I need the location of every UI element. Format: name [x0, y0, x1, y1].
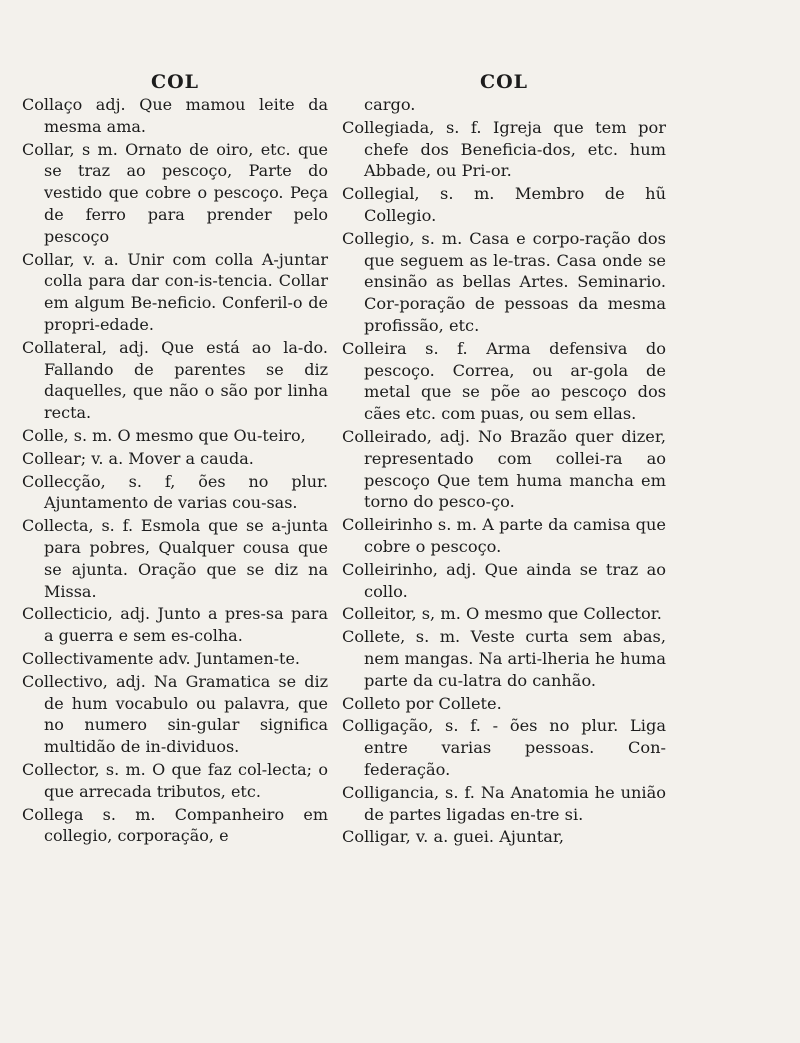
right-entry-list [342, 94, 666, 848]
entry-collector: Collector, s. m. O que faz col-lecta; o que arrecada tributos, etc. [22, 759, 328, 801]
entry-colligacao: Colligação, s. f. - ões no plur. Liga entre varias pessoas. Con-federação. [342, 716, 666, 779]
entry-colleirinho-noun: Colleirinho s. m. A parte da camisa que cobre o pescoço. [342, 515, 666, 556]
entry-collectivamente: Collectivamente adv. Juntamen-te. [22, 648, 301, 668]
entry-colleira: Colleira s. f. Arma defensiva do pescoço. Correa, ou ar-gola de metal que se põe ao pescoço dos cães etc. com puas, ou sem ellas. [342, 338, 666, 424]
entry-colle: Colle, s. m. O mesmo que Ou-teiro, [22, 425, 306, 445]
entry-colligar: Colligar, v. a. guei. Ajuntar, [342, 827, 565, 847]
entry-collar-noun: Collar, s m. Ornato de oiro, etc. que se traz ao pescoço, Parte do vestido que cobre o pescoço. Peça de ferro para prender pelo pescoço [22, 139, 328, 246]
entry-continuation: cargo. [364, 95, 416, 114]
entry-colligancia: Colligancia, s. f. Na Anatomia he união de partes ligadas en-tre si. [342, 782, 666, 824]
left-entry-list [22, 94, 328, 847]
left-column-header: COL [150, 71, 200, 93]
entry-colleccao: Collecção, s. f, ões no plur. Ajuntamento de varias cou-sas. [22, 471, 328, 513]
entry-collectivo: Collectivo, adj. Na Gramatica se diz de hum vocabulo ou palavra, que no numero sin-gular significa multidão de in-dividuos. [22, 671, 328, 757]
entry-collaco: Collaço adj. Que mamou leite da mesma ama. [22, 95, 328, 136]
entry-collegio: Collegio, s. m. Casa e corpo-ração dos que seguem as le-tras. Casa onde se ensinão as bellas Artes. Seminario. Cor-poração de pessoas da mesma profissão, etc. [342, 228, 666, 335]
entry-collega: Collega s. m. Companheiro em collegio, corporação, e [22, 804, 328, 846]
entry-collar-verb: Collar, v. a. Unir com colla A-juntar colla para dar con-is-tencia. Collar em algum Be-neficio. Conferil-o de propri-edade. [22, 249, 328, 334]
entry-collear: Collear; v. a. Mover a cauda. [22, 448, 254, 468]
right-column-header: COL [479, 71, 529, 93]
left-column [22, 70, 328, 848]
entry-collateral: Collateral, adj. Que está ao la-do. Fallando de parentes se diz daquelles, que não o são por linha recta. [22, 337, 328, 423]
entry-colleitor: Colleitor, s, m. O mesmo que Collector. [342, 604, 662, 624]
entry-colleto: Colleto por Collete. [342, 693, 502, 713]
entry-collegiada: Collegiada, s. f. Igreja que tem por chefe dos Beneficia-dos, etc. hum Abbade, ou Pri-or. [342, 117, 666, 181]
right-column [342, 70, 666, 849]
entry-collecta: Collecta, s. f. Esmola que se a-junta para pobres, Qualquer cousa que se ajunta. Oração que se diz na Missa. [22, 516, 328, 601]
entry-colleirinho-adj: Colleirinho, adj. Que ainda se traz ao collo. [342, 559, 666, 601]
entry-collecticio: Collecticio, adj. Junto a pres-sa para a guerra e sem es-colha. [22, 604, 328, 646]
entry-collegial: Collegial, s. m. Membro de hũ Collegio. [342, 184, 666, 225]
entry-colleirado: Colleirado, adj. No Brazão quer dizer, representado com collei-ra ao pescoço Que tem huma mancha em torno do pesco-ço. [342, 426, 666, 512]
entry-collete: Collete, s. m. Veste curta sem abas, nem mangas. Na arti-lheria he huma parte da cu-latra do canhão. [342, 627, 666, 690]
